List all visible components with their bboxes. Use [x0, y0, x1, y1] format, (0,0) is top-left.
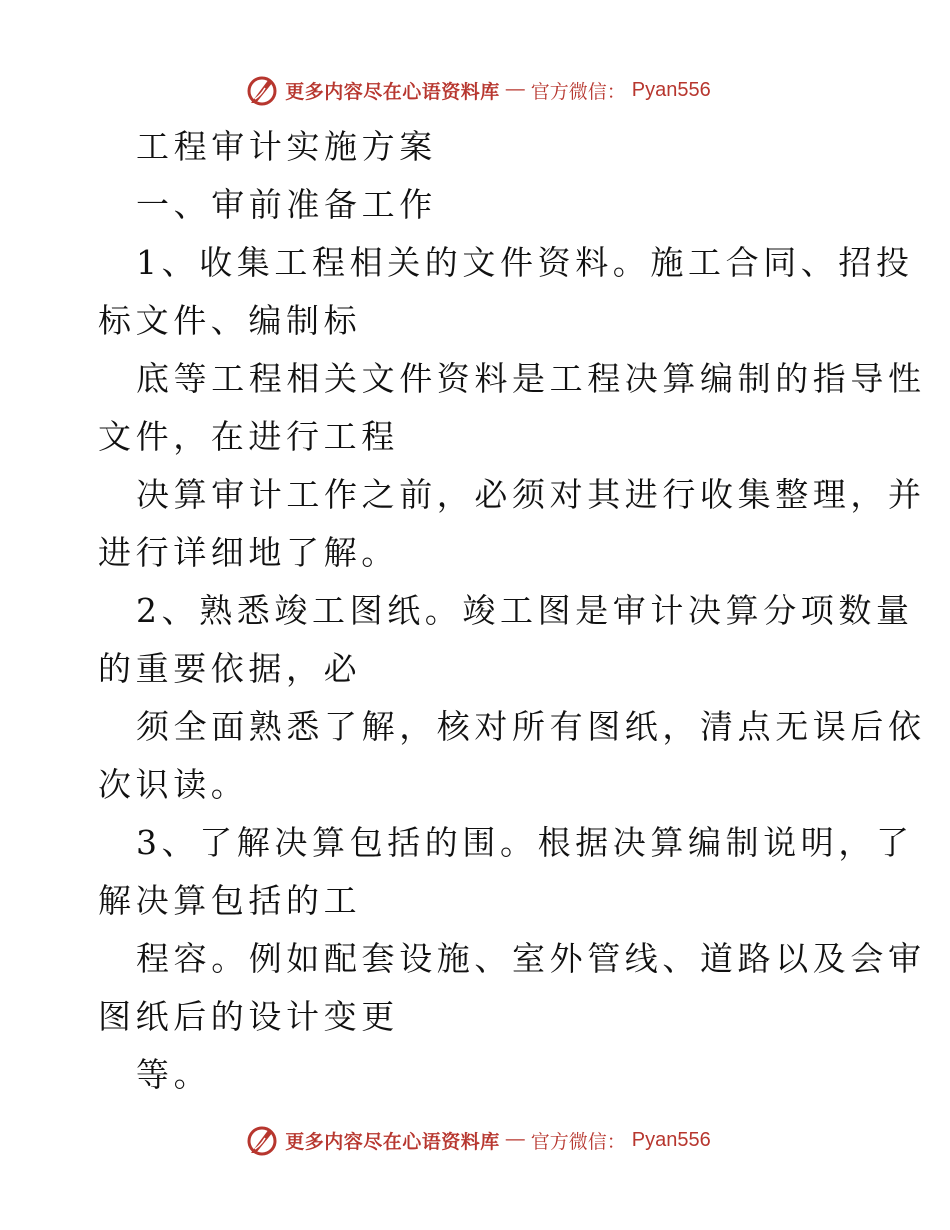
banner-wechat-id: Pyan556 — [631, 1128, 711, 1151]
text-line: 标文件、编制标 — [98, 301, 362, 340]
banner-content — [245, 73, 711, 107]
text-line: 3、了解决算包括的围。根据决算编制说明，了 — [136, 823, 914, 862]
footer-banner — [0, 1120, 950, 1160]
text-line: 次识读。 — [98, 765, 249, 804]
banner-content — [245, 1123, 711, 1157]
banner-dash: — — [505, 1129, 525, 1150]
header-banner — [0, 70, 950, 110]
text-line: 须全面熟悉了解，核对所有图纸，清点无误后依 — [136, 707, 926, 746]
quill-logo-icon — [245, 1123, 279, 1157]
text-line: 底等工程相关文件资料是工程决算编制的指导性 — [136, 359, 926, 398]
banner-brand-text: 更多内容尽在心语资料库 — [285, 1130, 500, 1153]
banner-wechat-label: 官方微信： — [530, 80, 626, 103]
text-line: 进行详细地了解。 — [98, 533, 399, 572]
text-line: 等。 — [136, 1055, 212, 1094]
text-line: 1、收集工程相关的文件资料。施工合同、招投 — [136, 243, 914, 282]
text-line: 解决算包括的工 — [98, 881, 362, 920]
banner-wechat-label: 官方微信： — [530, 1130, 626, 1153]
text-line: 的重要依据，必 — [98, 649, 362, 688]
text-line: 程容。例如配套设施、室外管线、道路以及会审 — [136, 939, 926, 978]
text-line: 2、熟悉竣工图纸。竣工图是审计决算分项数量 — [136, 591, 914, 630]
document-title: 工程审计实施方案 — [136, 127, 437, 166]
quill-logo-icon — [245, 73, 279, 107]
banner-wechat-id: Pyan556 — [631, 78, 711, 101]
banner-dash: — — [505, 79, 525, 100]
banner-brand-text: 更多内容尽在心语资料库 — [285, 80, 500, 103]
text-line: 决算审计工作之前，必须对其进行收集整理，并 — [136, 475, 926, 514]
text-line: 文件，在进行工程 — [98, 417, 399, 456]
document-body — [98, 118, 926, 1104]
text-line: 图纸后的设计变更 — [98, 997, 399, 1036]
section-heading: 一、审前准备工作 — [136, 185, 437, 224]
